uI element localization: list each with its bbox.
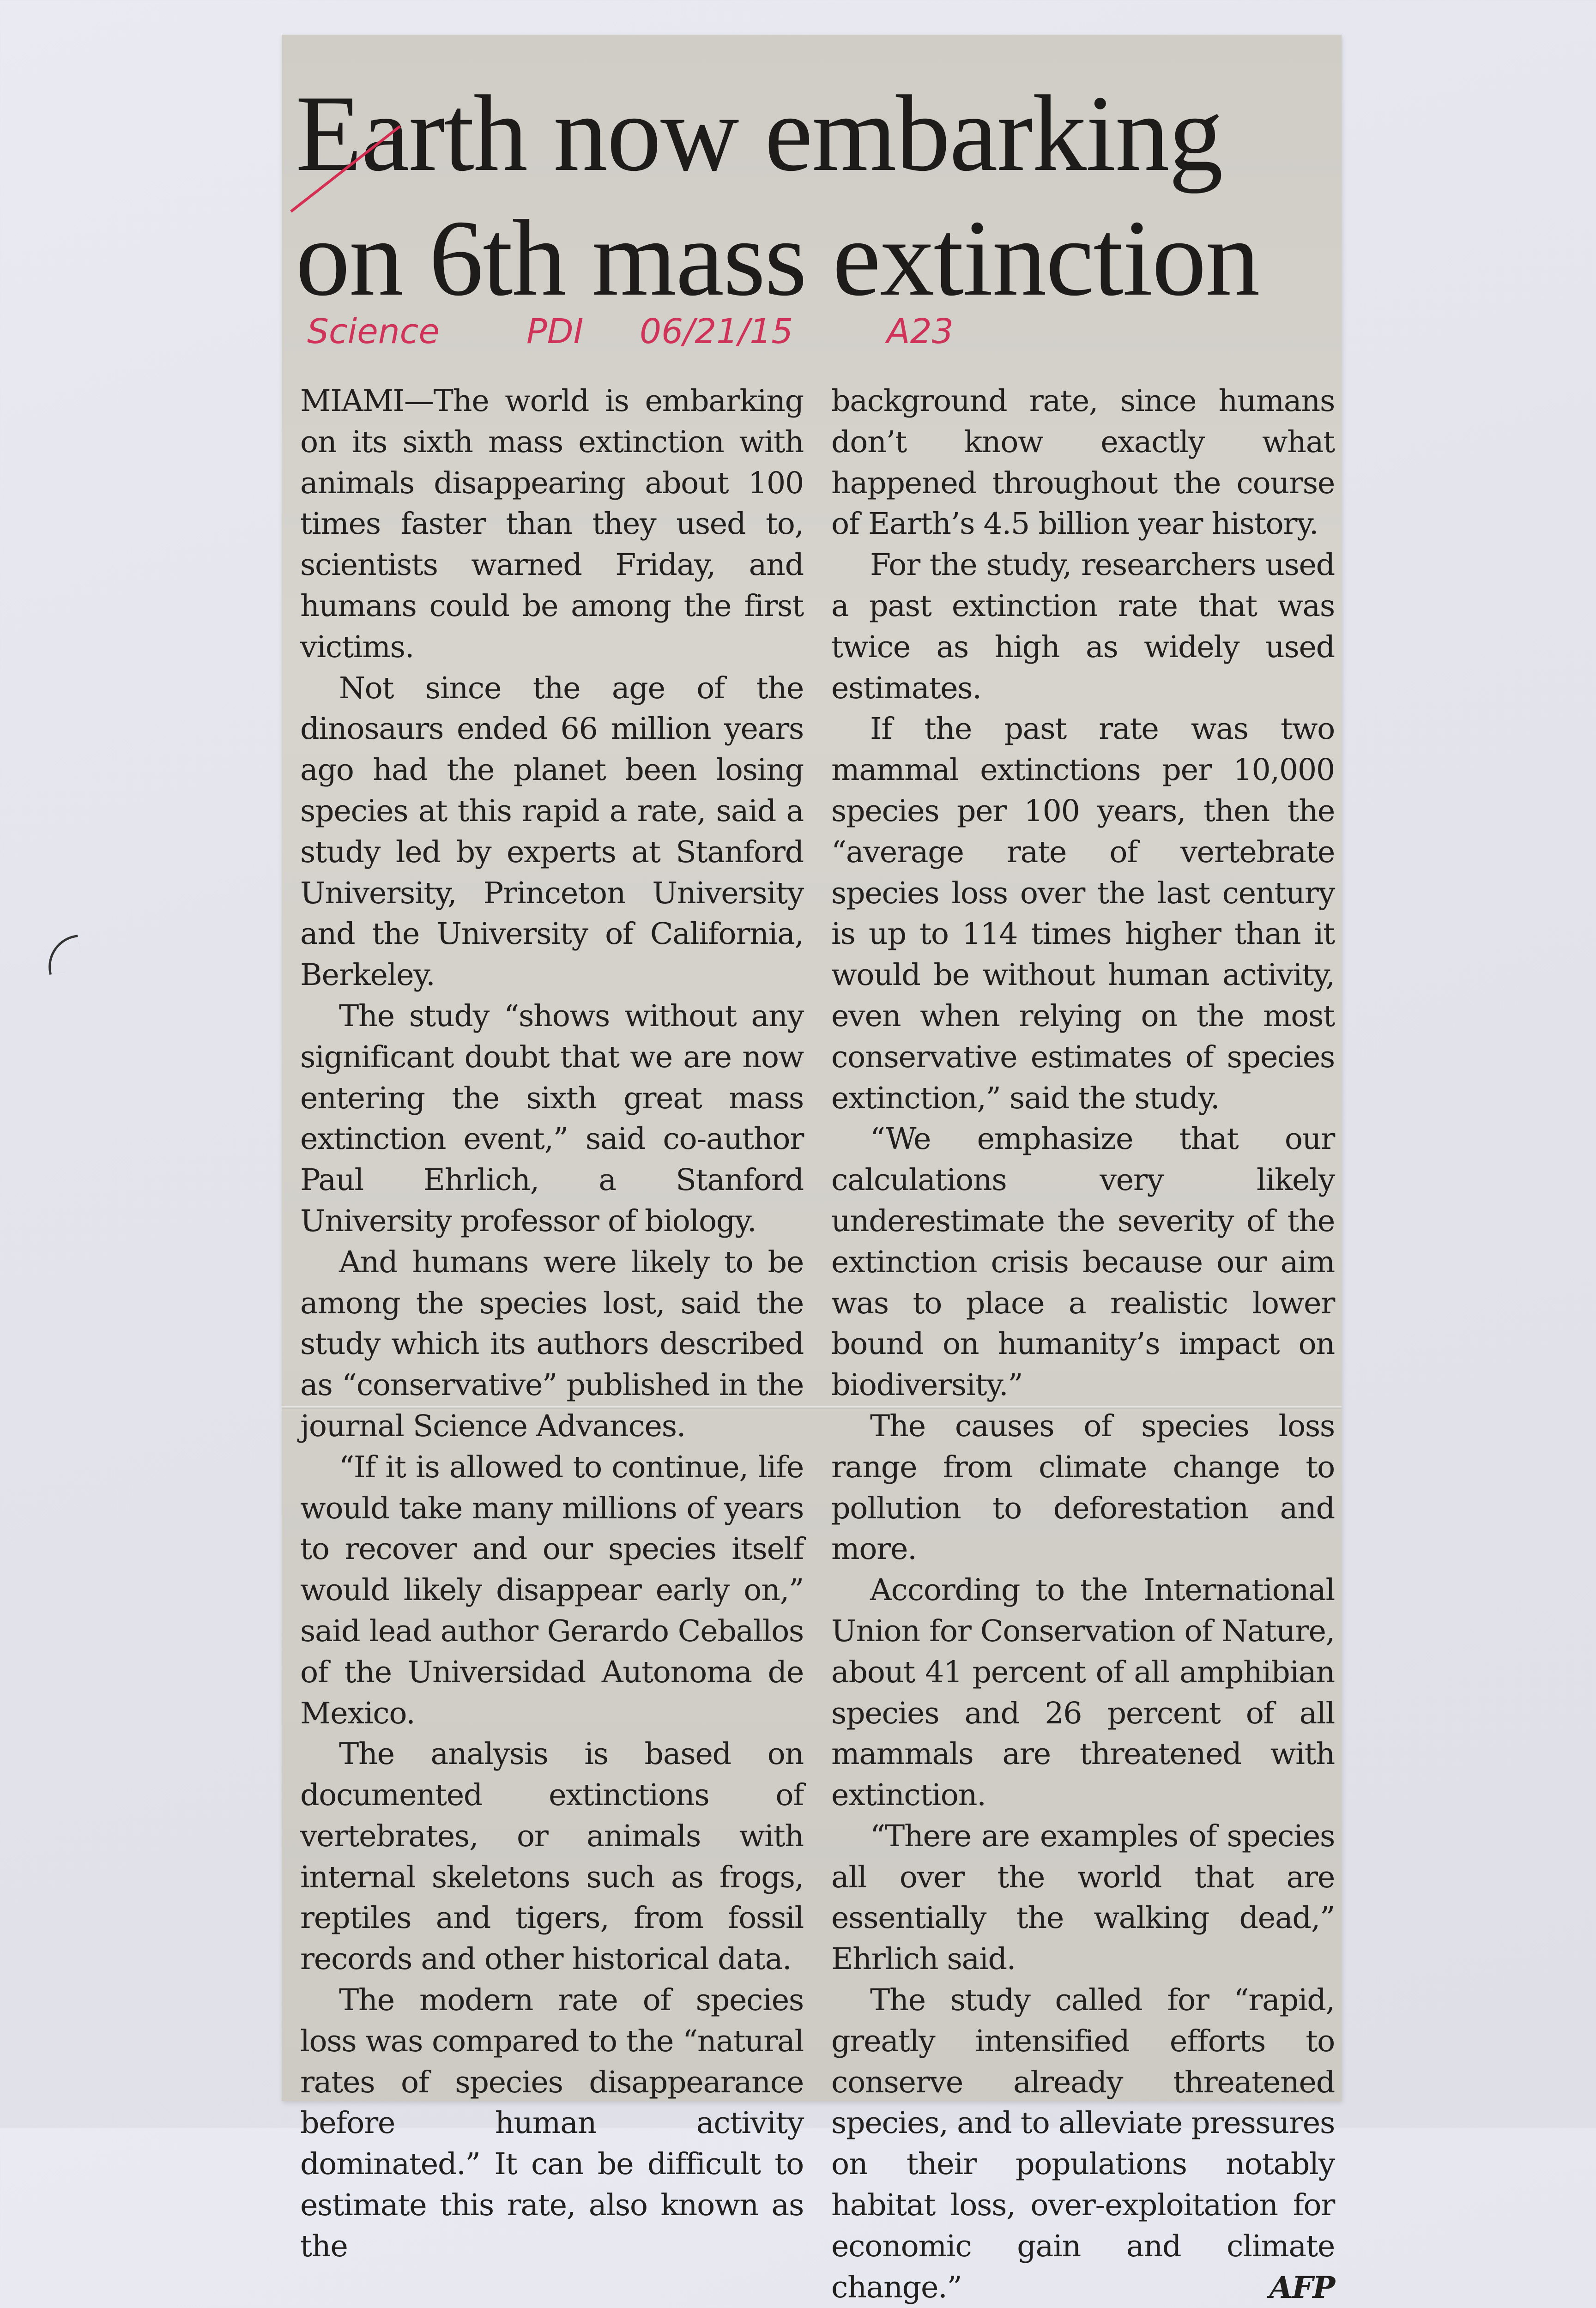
paragraph: If the past rate was two mammal extinctions per 10,000 species per 100 years, then the “average rate of vertebrate species loss over the last century is up to 114 times higher than it would be without human activity, even when relying on the most conservative estimates of species extinction,” said the study. bbox=[831, 712, 1335, 1116]
paragraph: The causes of species loss range from climate change to pollution to deforestation and more. bbox=[831, 1408, 1335, 1567]
note-paper: PDI bbox=[526, 312, 584, 351]
newspaper-clipping bbox=[282, 35, 1342, 2305]
headline-line-2: on 6th mass extinction bbox=[296, 198, 1259, 319]
pen-mark bbox=[43, 935, 84, 975]
credit: AFP bbox=[1269, 2270, 1335, 2305]
handwritten-notes bbox=[282, 312, 1342, 367]
article-body bbox=[300, 381, 1335, 2308]
paragraph: “If it is allowed to continue, life would take many millions of years to recover and our species itself would likely disappear early on,” said lead author Gerardo Ceballos of the Universidad Autonoma de Mexico. bbox=[300, 1450, 804, 1731]
paragraph: The study “shows without any significant doubt that we are now entering the sixth great mass extinction event,” said co-author Paul Ehrlich, a Stanford University professor of biology. bbox=[300, 998, 804, 1239]
headline bbox=[296, 72, 1339, 321]
note-page: A23 bbox=[887, 312, 954, 351]
paragraph: For the study, researchers used a past extinction rate that was twice as high as widely used estimates. bbox=[831, 548, 1335, 706]
paragraph-text: The study called for “rapid, greatly intensified efforts to conserve already threatened species, and to alleviate pressures on their populations notably habitat loss, over-exploitation for economic gain and climate change.” bbox=[831, 1983, 1335, 2305]
right-column bbox=[831, 381, 1335, 2308]
paragraph: MIAMI—The world is embarking on its sixth mass extinction with animals disappearing about 100 times faster than they used to, scientists warned Friday, and humans could be among the first victims. bbox=[300, 384, 804, 665]
paragraph-last bbox=[831, 1980, 1335, 2308]
note-section: Science bbox=[307, 312, 440, 351]
left-column bbox=[300, 381, 804, 2308]
note-date: 06/21/15 bbox=[640, 312, 793, 351]
paragraph: “There are examples of species all over the world that are essentially the walking dead,” Ehrlich said. bbox=[831, 1819, 1335, 1977]
paragraph: And humans were likely to be among the species lost, said the study which its authors described as “conservative” published in the journal Science Advances. bbox=[300, 1245, 804, 1444]
paragraph: Not since the age of the dinosaurs ended 66 million years ago had the planet been losing species at this rapid a rate, said a study led by experts at Stanford University, Princeton University and the University of California, Berkeley. bbox=[300, 671, 804, 993]
paragraph: The analysis is based on documented extinctions of vertebrates, or animals with internal skeletons such as frogs, reptiles and tigers, from fossil records and other historical data. bbox=[300, 1737, 804, 1977]
paragraph: According to the International Union for Conservation of Nature, about 41 percent of all amphibian species and 26 percent of all mammals are threatened with extinction. bbox=[831, 1573, 1335, 1813]
paragraph: “We emphasize that our calculations very likely underestimate the severity of the extinction crisis because our aim was to place a realistic lower bound on humanity’s impact on biodiversity.” bbox=[831, 1122, 1335, 1403]
paragraph: background rate, since humans don’t know exactly what happened throughout the course of Earth’s 4.5 billion year history. bbox=[831, 384, 1335, 542]
paragraph: The modern rate of species loss was compared to the “natural rates of species disappearance before human activity dominated.” It can be difficult to estimate this rate, also known as the bbox=[300, 1983, 804, 2264]
headline-line-1: Earth now embarking bbox=[296, 73, 1222, 194]
